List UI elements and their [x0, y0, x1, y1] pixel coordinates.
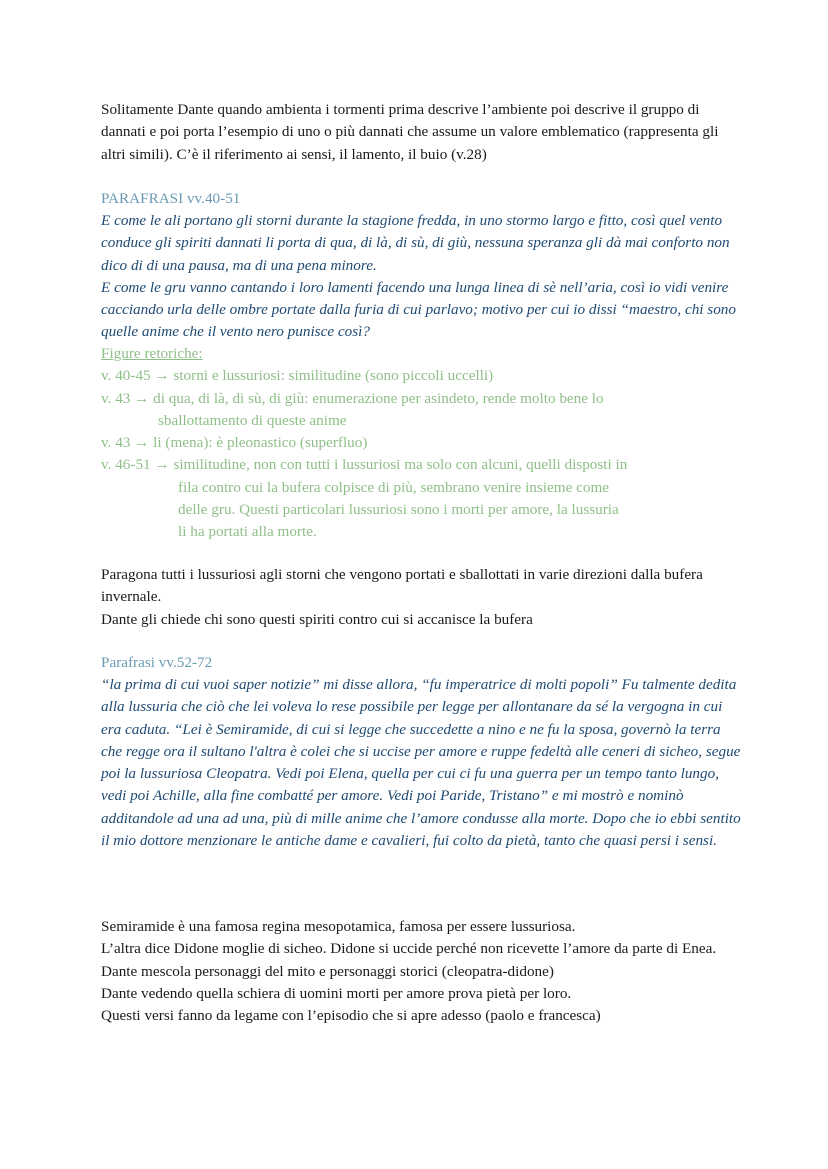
paraphrase-paragraph: E come le gru vanno cantando i loro lamenti facendo una lunga linea di sè nell’aria, così io vidi venire cacciando urla delle ombre portate dalla furia di cui parlavo; motivo per cui io dissi “maestro, chi sono quelle anime che il vento nero punisce così? — [101, 278, 736, 341]
figure-text-cont: fila contro cui la bufera colpisce di più, sembrano venire insieme come — [178, 478, 609, 496]
note-line: L’altra dice Didone moglie di sicheo. Didone si uccide perché non ricevette l’amore da parte di Enea. — [101, 940, 717, 958]
figure-text: li (mena): è pleonastico (superfluo) — [153, 434, 368, 452]
figure-item — [101, 454, 741, 543]
intro-text: Solitamente Dante quando ambienta i tormenti prima descrive l’ambiente poi descrive il gruppo di dannati e poi porta l’esempio di uno o più dannati che assume un valore emblematico (rappresenta gli altri simili). C’è il riferimento ai sensi, il lamento, il buio (v.28) — [101, 101, 719, 163]
figure-text: di qua, di là, di sù, di giù: enumerazione per asindeto, rende molto bene lo — [153, 389, 604, 407]
figure-retoriche — [101, 343, 741, 544]
figure-ref: v. 43 → — [101, 389, 154, 407]
paraphrase-paragraph: “la prima di cui vuoi saper notizie” mi disse allora, “fu imperatrice di molti popoli” Fu talmente dedita alla lussuria che ciò che lei voleva lo rese possibile per legge per allontanare da sé la vergogna in cui era caduta. “Lei è Semiramide, di cui si legge che succedette a nino e ne fu la sposa, governò la terra che regge ora il sultano l'altra è colei che si uccise per amore e ruppe fedeltà alle ceneri di sicheo, segue poi la lussuriosa Cleopatra. Vedi poi Elena, quella per cui ci fu una guerra per un tempo tanto lungo, vedi poi Achille, alla fine combatté per amore. Vedi poi Paride, Tristano” e mi mostrò e nominò additandole ad una ad una, più di mille anime che l’amore condusse alla morte. Dopo che io ebbi sentito il mio dottore menzionare le antiche dame e cavalieri, fui colto da pietà, tanto che quasi persi i sensi. — [101, 676, 741, 850]
figure-text: storni e lussuriosi: similitudine (sono piccoli uccelli) — [173, 367, 494, 385]
figure-ref: v. 40-45 → — [101, 367, 174, 385]
figures-title: Figure retoriche: — [101, 345, 203, 362]
figure-ref: v. 43 → — [101, 434, 154, 452]
figure-item — [101, 365, 741, 387]
figure-item — [101, 388, 741, 433]
figure-ref: v. 46-51 → — [101, 456, 174, 474]
intro-paragraph — [101, 99, 741, 166]
figure-text-cont: sballottamento di queste anime — [158, 411, 347, 429]
figure-text-cont: li ha portati alla morte. — [178, 523, 317, 541]
note-line: Dante gli chiede chi sono questi spiriti contro cui si accanisce la bufera — [101, 610, 533, 628]
note-line: Semiramide è una famosa regina mesopotamica, famosa per essere lussuriosa. — [101, 918, 576, 935]
section2-paraphrase — [101, 674, 741, 852]
figure-item — [101, 432, 741, 454]
section2-heading: Parafrasi vv.52-72 — [101, 654, 213, 671]
section1-notes — [101, 564, 741, 631]
section1-paraphrase — [101, 210, 741, 344]
figure-text-cont: delle gru. Questi particolari lussuriosi sono i morti per amore, la lussuria — [178, 501, 619, 519]
note-line: Questi versi fanno da legame con l’episodio che si apre adesso (paolo e francesca) — [101, 1007, 601, 1025]
note-line: Dante vedendo quella schiera di uomini morti per amore prova pietà per loro. — [101, 984, 572, 1002]
section2-notes — [101, 916, 741, 1027]
note-line: Dante mescola personaggi del mito e personaggi storici (cleopatra-didone) — [101, 962, 554, 980]
paraphrase-paragraph: E come le ali portano gli storni durante la stagione fredda, in uno stormo largo e fitto, così quel vento conduce gli spiriti dannati li porta di qua, di là, di sù, di giù, nessuna speranza gli dà mai conforto non dico di di una pausa, ma di una pena minore. — [101, 212, 730, 274]
figure-text: similitudine, non con tutti i lussuriosi ma solo con alcuni, quelli disposti in — [173, 456, 628, 474]
note-line: Paragona tutti i lussuriosi agli storni che vengono portati e sballottati in varie direzioni dalla bufera invernale. — [101, 566, 703, 606]
section1-heading: PARAFRASI vv.40-51 — [101, 190, 241, 207]
